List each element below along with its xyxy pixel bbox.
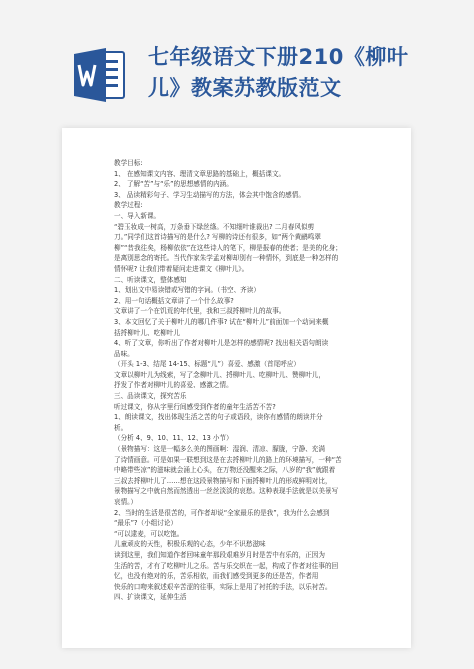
word-icon <box>72 46 128 104</box>
document-line: “碧玉妆成一树高，万条垂下绿丝绦。不知细叶谁裁出? 二月春风似剪 <box>114 222 315 231</box>
document-line: 教学目标: <box>114 159 143 167</box>
document-line: 文章讲了一个在饥荒的年代里，我和三叔捋柳叶儿的故事。 <box>114 307 286 316</box>
document-line: 文章以柳叶儿为线索，写了念柳叶儿、捋柳叶儿、吃柳叶儿、赞柳叶儿， <box>114 370 325 379</box>
page-title: 七年级语文下册210《柳叶 儿》教案苏教版范文 <box>148 45 409 100</box>
document-line: 景物描写之中就自然而然透出一丝丝淡淡的哀愁。这种表现手法就是以美景写 <box>114 487 339 496</box>
document-line: “可以逮麦，可以吃饱。 <box>114 529 184 538</box>
document-line: 四、扩读课文，延伸生活 <box>114 593 187 602</box>
document-line: 4、听了文章，你听出了作者对柳叶儿是怎样的感情呢? 找出相关语句朗读 <box>114 339 329 348</box>
document-line: 3、 品读精彩句子、学习生动描写的方法，体会其中饱含的感情。 <box>114 190 305 199</box>
document-line: 一、导入新课。 <box>114 211 161 220</box>
document-line: （景物描写：这是一幅多么美的图画啊：湿润、清凉、朦胧，宁静、充满 <box>114 445 325 454</box>
document-line: 2、当时的生活是很苦的，可作者却说“全家最乐的是我”，我为什么会感到 <box>114 508 330 517</box>
document-line: 三叔去捋柳叶儿了……想在这段景物描写和下面捋柳叶儿的形成鲜明对比， <box>114 476 332 485</box>
document-line: 儿童顽皮的天性，积极乐观的心态，少年不识愁滋味 <box>114 540 266 549</box>
document-line: 1、朗读课文，找出体现生活之苦的句子或语段，读你有感情的朗读并分 <box>114 413 323 422</box>
document-line: （开头 1-3、结尾 14-15、标题“儿”）喜爱、感激（首尾呼应） <box>114 360 301 369</box>
document-page <box>62 128 411 648</box>
document-line: 1、 在感知课文内容、理清文章思路的基础上，概括课文。 <box>114 169 286 178</box>
document-line: 情怀呢? 让我们带着疑问走进课文《柳叶儿》。 <box>114 264 249 273</box>
document-line: 析。 <box>114 423 128 432</box>
document-line: （分析 4、9、10、11、12、13 小节） <box>114 434 233 443</box>
document-line: 柳”“昔我往矣，杨柳依依”在这些诗人的笔下，柳是报春的使者；是美的化身； <box>114 243 342 252</box>
document-line: 听过课文，你从字里行间感受到作者的童年生活苦不苦? <box>114 402 276 411</box>
document-line: 三、品读课文，探究苦乐 <box>114 392 187 401</box>
document-line: 二、听读课文，整体感知 <box>114 275 187 284</box>
document-line: 2、 了解“苦”与“乐”的思想感情的内涵。 <box>114 180 233 189</box>
document-line: 是离别思念的寄托。当代作家朱学孟对柳却别有一种情怀，到底是一种怎样的 <box>114 254 339 263</box>
document-line: “最乐”?（小组讨论） <box>114 519 178 528</box>
document-line: 品味。 <box>114 349 134 358</box>
document-line: 忆，也没有绝对的乐，苦乐相依，而我们感受到更多的还是苦，作者用 <box>114 572 319 581</box>
header <box>0 0 474 120</box>
document-line: 中略带些凉”的滋味就会涌上心头，在万物还没醒来之际，八岁的“我”就跟着 <box>114 466 336 475</box>
document-line: 快乐的口吻来叙述艰辛苦涩的往事，实际上是用了衬托的手法，以乐衬苦。 <box>114 582 332 591</box>
document-line: 2、用一句话概括文章讲了一个什么故事? <box>114 296 234 305</box>
document-line: 1、划出文中易读错或写错的字词。（书空、齐读） <box>114 286 260 295</box>
document-line: 了诗情画意。可是如果一联想到这是在去捋柳叶儿的路上的环境描写，一种“苦 <box>114 455 342 464</box>
document-line: 3、本文回忆了关于柳叶儿的哪几件事? 试在“柳叶儿”前面加一个动词来概 <box>114 317 329 326</box>
document-line: 读到这里，我们知道作者回味童年那段艰难岁月时是苦中有乐的，正因为 <box>114 550 325 559</box>
document-line: 哀情。） <box>114 498 138 506</box>
document-line: 抒发了作者对柳叶儿的喜爱、感激之情。 <box>114 381 233 390</box>
document-line: 括捋柳叶儿、吃柳叶儿 <box>114 328 180 337</box>
document-line: 刀。”同学们这首诗描写的是什么? 写柳的诗还有很多，如“两个黄鹂鸣翠 <box>114 233 321 242</box>
document-body <box>114 158 362 603</box>
document-line: 教学过程: <box>114 201 143 210</box>
document-line: 生活的苦，才有了吃柳叶儿之乐。苦与乐交织在一起，构成了作者对往事的回 <box>114 561 339 570</box>
